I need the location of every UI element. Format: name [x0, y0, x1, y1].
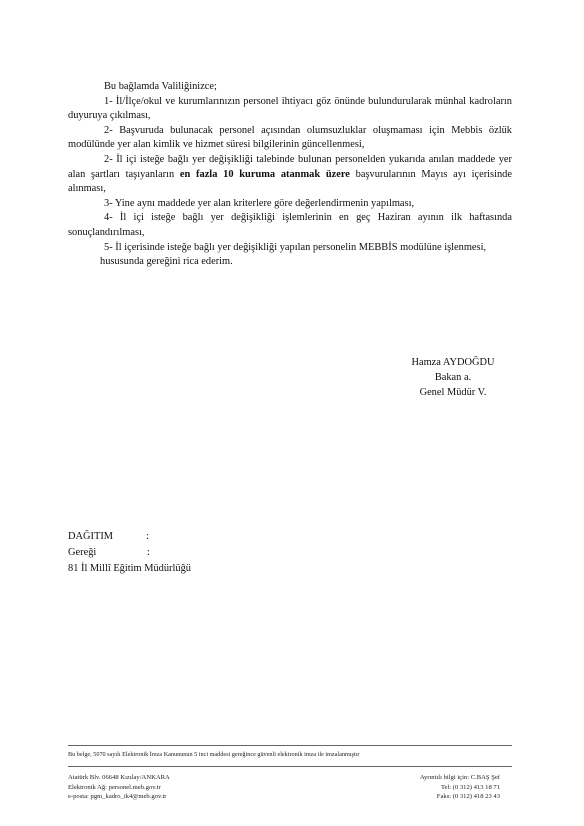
distribution-block — [68, 529, 191, 577]
item-3-text-start: 2- İl içi isteğe bağlı yer değişikliği talebinde bulunan personelden yukarıda anılan maddede yer alan şartları taşıyanların — [68, 153, 512, 180]
item-3-text-end: başvurularının Mayıs ayı içerisinde alınması, — [68, 168, 512, 195]
footer-email: e-posta: pgm_kadro_ik4@meb.gov.tr — [68, 793, 167, 801]
item-3-bold-text: en fazla 10 kuruma atanmak üzere — [179, 168, 350, 180]
footer-divider-bottom — [68, 766, 512, 767]
item-paragraph-3 — [68, 153, 512, 197]
footer-contact-left — [68, 773, 170, 802]
esign-note: Bu belge, 5070 sayılı Elektronik İmza Kanununun 5 inci maddesi gereğince güvenli elektronik imza ile imzalanmıştır — [68, 751, 360, 758]
recipient-text: 81 İl Millî Eğitim Müdürlüğü — [68, 563, 191, 574]
item-paragraph-4: 3- Yine aynı maddede yer alan kriterlere göre değerlendirmenin yapılması, — [104, 197, 415, 209]
distribution-row — [68, 529, 191, 545]
footer-fax: Faks: (0 312) 418 23 43 — [436, 793, 500, 801]
action-colon: : — [147, 547, 150, 558]
item-paragraph-5: 4- İl içi isteğe bağlı yer değişikliği işlemlerinin en geç Haziran ayının ilk haftasında sonuçlandırılması, — [68, 212, 512, 238]
item-paragraph-6: 5- İl içerisinde isteğe bağlı yer değişikliği yapılan personelin MEBBİS modülüne işlenmesi, — [104, 241, 487, 253]
item-paragraph-2: 2- Başvuruda bulunacak personel açısından olumsuzluklar oluşmaması için Mebbis özlük modülünde yer alan kimlik ve hizmet süresi bilgilerinin güncellenmesi, — [68, 124, 512, 151]
action-label: Gereği — [68, 547, 97, 558]
footer-divider-top — [68, 745, 512, 746]
intro-paragraph: Bu bağlamda Valiliğinizce; — [104, 81, 217, 92]
letter-body — [68, 80, 512, 270]
signatory-name: Hamza AYDOĞDU — [411, 357, 495, 368]
recipient-row — [68, 561, 191, 577]
footer-network: Elektronik Ağ: personel.meb.gov.tr — [68, 783, 161, 791]
footer-address: Atatürk Blv. 06648 Kızılay/ANKARA — [68, 774, 170, 781]
footer-phone: Tel: (0 312) 413 18 71 — [440, 783, 500, 791]
signatory-authority: Bakan a. — [434, 372, 472, 383]
signatory-title: Genel Müdür V. — [419, 387, 487, 398]
footer-contact-right — [420, 773, 500, 802]
footer-contact-person: Ayrıntılı bilgi için: C.BAŞ Şef — [419, 774, 500, 781]
distribution-colon: : — [146, 531, 149, 542]
action-row — [68, 545, 191, 561]
signature-block — [380, 355, 526, 400]
distribution-label: DAĞITIM — [68, 531, 114, 542]
closing-paragraph: hususunda gereğini rica ederim. — [100, 256, 233, 268]
item-paragraph-1: 1- İl/İlçe/okul ve kurumlarınızın personel ihtiyacı göz önünde bulundurularak münhal kadroların duyuruya çıkılması, — [68, 95, 512, 122]
